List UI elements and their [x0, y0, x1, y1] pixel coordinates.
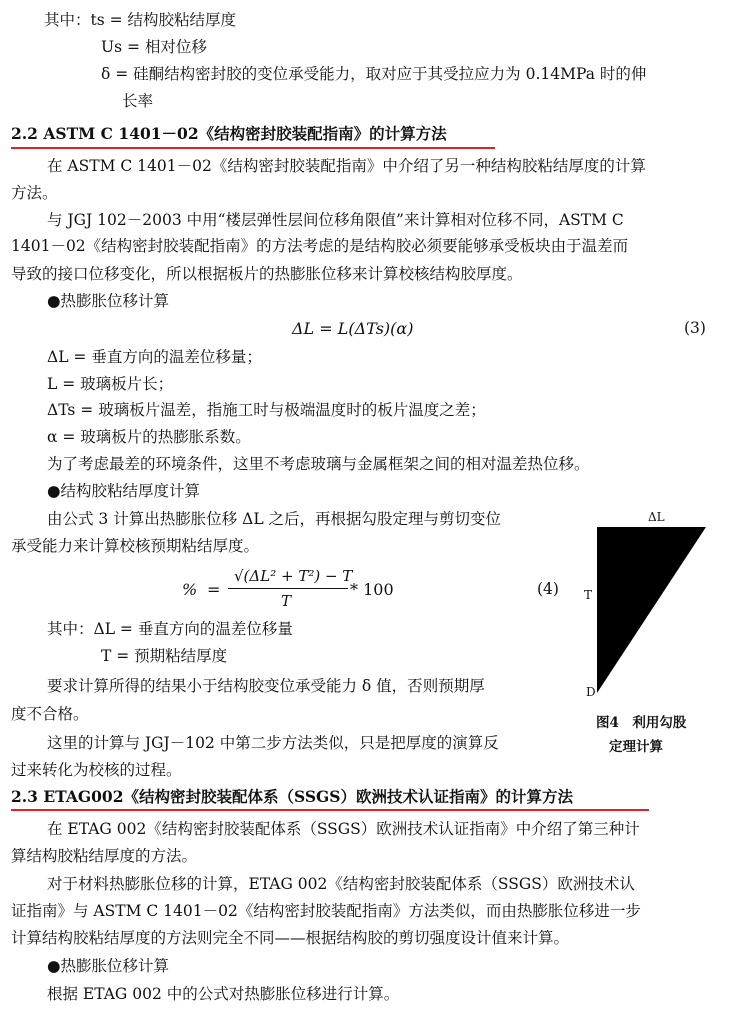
paragraph-line: 承受能力来计算校核预期粘结厚度。 [11, 537, 260, 555]
paragraph-line: 度不合格。 [11, 705, 89, 723]
fraction-bar [228, 588, 348, 589]
paragraph-line: 1401－02《结构密封胶装配指南》的方法考虑的是结构胶必须要能够承受板块由于温差而 [11, 237, 629, 255]
triangle-shape [597, 527, 706, 693]
paragraph-line: 证指南》与 ASTM C 1401－02《结构密封胶装配指南》方法类似，而由热膨胀位移进一步 [11, 902, 641, 920]
figure-label-d: D [586, 685, 596, 699]
paragraph-line: 方法。 [11, 184, 58, 202]
def-ts: 其中：ts = 结构胶粘结厚度 [44, 11, 237, 29]
equation-4-equals: = [207, 580, 221, 599]
paragraph-line: 在 ETAG 002《结构密封胶装配体系（SSGS）欧洲技术认证指南》中介绍了第三种计 [47, 820, 640, 838]
def-us: Us = 相对位移 [101, 38, 207, 56]
def-delta-line1: δ = 硅酮结构密封胶的变位承受能力，取对应于其受拉应力为 0.14MPa 时的伸 [101, 65, 647, 83]
paragraph-line: 要求计算所得的结果小于结构胶变位承受能力 δ 值，否则预期厚 [47, 677, 485, 695]
paragraph-line: 根据 ETAG 002 中的公式对热膨胀位移进行计算。 [47, 985, 400, 1003]
equation-3: ΔL = L(ΔTs)(α) [292, 319, 414, 338]
definition-line: ΔL = 垂直方向的温差位移量； [47, 348, 262, 366]
paragraph-line: 计算结构胶粘结厚度的方法则完全不同——根据结构胶的剪切强度设计值来计算。 [11, 929, 570, 947]
heading-underline [11, 809, 649, 811]
definition-line: T = 预期粘结厚度 [101, 647, 228, 665]
equation-4-numerator: √(ΔL² + T²) − T [234, 567, 353, 585]
heading-underline [11, 147, 495, 149]
paragraph-line: 这里的计算与 JGJ－102 中第二步方法类似，只是把厚度的演算反 [47, 734, 499, 752]
paragraph-line: 由公式 3 计算出热膨胀位移 ΔL 之后，再根据勾股定理与剪切变位 [47, 510, 502, 528]
bullet-heading: ●结构胶粘结厚度计算 [47, 482, 201, 500]
figure-label-t: T [584, 588, 593, 602]
paragraph-line: 对于材料热膨胀位移的计算，ETAG 002《结构密封胶装配体系（SSGS）欧洲技术认 [47, 875, 635, 893]
equation-number: (3) [684, 319, 706, 337]
pythagoras-triangle [590, 525, 710, 700]
equation-number: (4) [537, 580, 559, 598]
definition-line: L = 玻璃板片长； [47, 375, 174, 393]
section-heading-2-2: 2.2 ASTM C 1401－02《结构密封胶装配指南》的计算方法 [11, 124, 447, 143]
def-delta-line2: 长率 [122, 92, 154, 110]
equation-4-lhs: % [182, 580, 198, 599]
bullet-heading: ●热膨胀位移计算 [47, 957, 170, 975]
paragraph-line: 为了考虑最差的环境条件，这里不考虑玻璃与金属框架之间的相对温差热位移。 [47, 455, 590, 473]
definition-line: ΔTs = 玻璃板片温差，指施工时与极端温度时的板片温度之差； [47, 401, 486, 419]
paragraph-line: 与 JGJ 102－2003 中用“楼层弹性层间位移角限值”来计算相对位移不同，ASTM C [47, 211, 624, 229]
bullet-heading: ●热膨胀位移计算 [47, 292, 170, 310]
definition-line: 其中：ΔL = 垂直方向的温差位移量 [47, 620, 293, 638]
paragraph-line: 过来转化为校核的过程。 [11, 761, 182, 779]
figure-label-delta-l: ΔL [648, 510, 665, 524]
definition-line: α = 玻璃板片的热膨胀系数。 [47, 428, 251, 446]
paragraph-line: 算结构胶粘结厚度的方法。 [11, 847, 198, 865]
figure-caption: 定理计算 [609, 739, 663, 755]
paragraph-line: 在 ASTM C 1401－02《结构密封胶装配指南》中介绍了另一种结构胶粘结厚度的计算 [47, 157, 646, 175]
paragraph-line: 导致的接口位移变化，所以根据板片的热膨胀位移来计算校核结构胶厚度。 [11, 265, 523, 283]
equation-4-tail: * 100 [350, 580, 394, 599]
section-heading-2-3: 2.3 ETAG002《结构密封胶装配体系（SSGS）欧洲技术认证指南》的计算方法 [11, 787, 573, 806]
figure-caption: 图4 利用勾股 [596, 715, 687, 731]
equation-4-denominator: T [281, 592, 292, 610]
